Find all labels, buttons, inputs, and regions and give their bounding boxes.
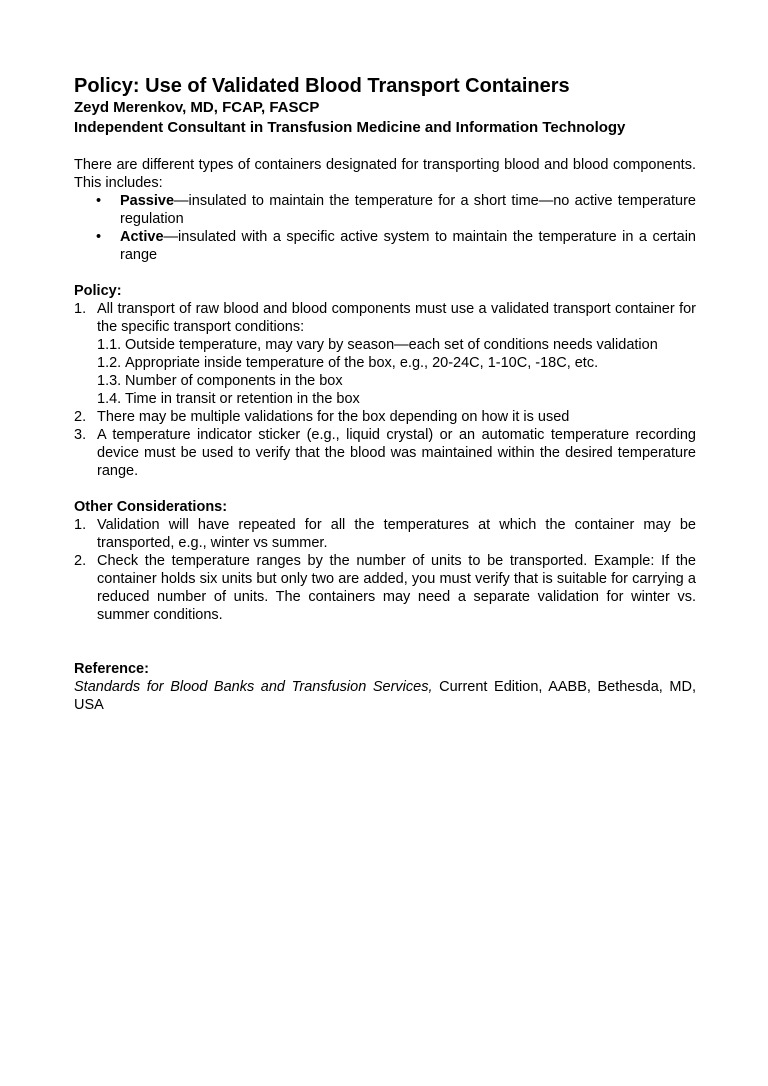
bullet-term: Active [120, 229, 164, 245]
other-considerations-heading: Other Considerations: [74, 499, 228, 515]
author-name: Zeyd Merenkov, MD, FCAP, FASCP [74, 99, 320, 116]
policy-subitem-1-2 [97, 354, 696, 372]
container-types-list [74, 192, 696, 264]
bullet-term: Passive [120, 193, 175, 209]
intro-paragraph: There are different types of containers designated for transporting blood and blood components. This includes: [74, 157, 696, 191]
subitem-number: 1.1. [97, 337, 122, 353]
other-item-2 [74, 552, 696, 624]
item-number: 2. [74, 553, 87, 569]
reference-heading: Reference: [74, 661, 149, 677]
policy-item-3 [74, 426, 696, 480]
document-page [74, 74, 696, 714]
policy-sublist [97, 336, 696, 408]
item-number: 3. [74, 427, 87, 443]
policy-item-2 [74, 408, 696, 426]
item-text: Validation will have repeated for all the temperatures at which the container may be transported, e.g., winter vs summer. [97, 517, 696, 551]
policy-subitem-1-3 [97, 372, 696, 390]
policy-heading: Policy: [74, 283, 122, 299]
list-item-active [74, 228, 696, 264]
subitem-number: 1.4. [97, 391, 122, 407]
bullet-icon: • [96, 193, 102, 209]
policy-item-1 [74, 300, 696, 408]
author-affiliation: Independent Consultant in Transfusion Medicine and Information Technology [74, 119, 626, 136]
policy-subitem-1-1 [97, 336, 696, 354]
reference-details: Current Edition, AABB, Bethesda, MD, USA [74, 679, 696, 713]
policy-list [74, 300, 696, 480]
item-text: All transport of raw blood and blood components must use a validated transport container for the specific transport conditions: [97, 301, 696, 335]
item-number: 1. [74, 301, 87, 317]
policy-subitem-1-4 [97, 390, 696, 408]
list-item-passive [74, 192, 696, 228]
subitem-text: Time in transit or retention in the box [125, 391, 360, 407]
bullet-description: —insulated to maintain the temperature for a short time—no active temperature regulation [120, 193, 696, 227]
subitem-text: Appropriate inside temperature of the box, e.g., 20-24C, 1-10C, -18C, etc. [125, 355, 599, 371]
bullet-icon: • [96, 229, 102, 245]
bullet-description: —insulated with a specific active system to maintain the temperature in a certain range [120, 229, 696, 263]
subitem-number: 1.3. [97, 373, 122, 389]
item-number: 1. [74, 517, 87, 533]
other-item-1 [74, 516, 696, 552]
document-title: Policy: Use of Validated Blood Transport Containers [74, 75, 570, 97]
subitem-text: Number of components in the box [125, 373, 343, 389]
subitem-text: Outside temperature, may vary by season—each set of conditions needs validation [125, 337, 658, 353]
reference-citation [74, 678, 696, 714]
item-number: 2. [74, 409, 87, 425]
subitem-number: 1.2. [97, 355, 122, 371]
item-text: A temperature indicator sticker (e.g., liquid crystal) or an automatic temperature recording device must be used to verify that the blood was maintained within the desired temperature range. [97, 427, 696, 479]
item-text: There may be multiple validations for the box depending on how it is used [97, 409, 570, 425]
other-considerations-list [74, 516, 696, 624]
reference-title: Standards for Blood Banks and Transfusion Services, [74, 679, 433, 695]
item-text: Check the temperature ranges by the number of units to be transported. Example: If the container holds six units but only two are added, you must verify that is suitable for carrying a reduced number of units. The containers may need a separate validation for winter vs. summer conditions. [97, 553, 696, 623]
